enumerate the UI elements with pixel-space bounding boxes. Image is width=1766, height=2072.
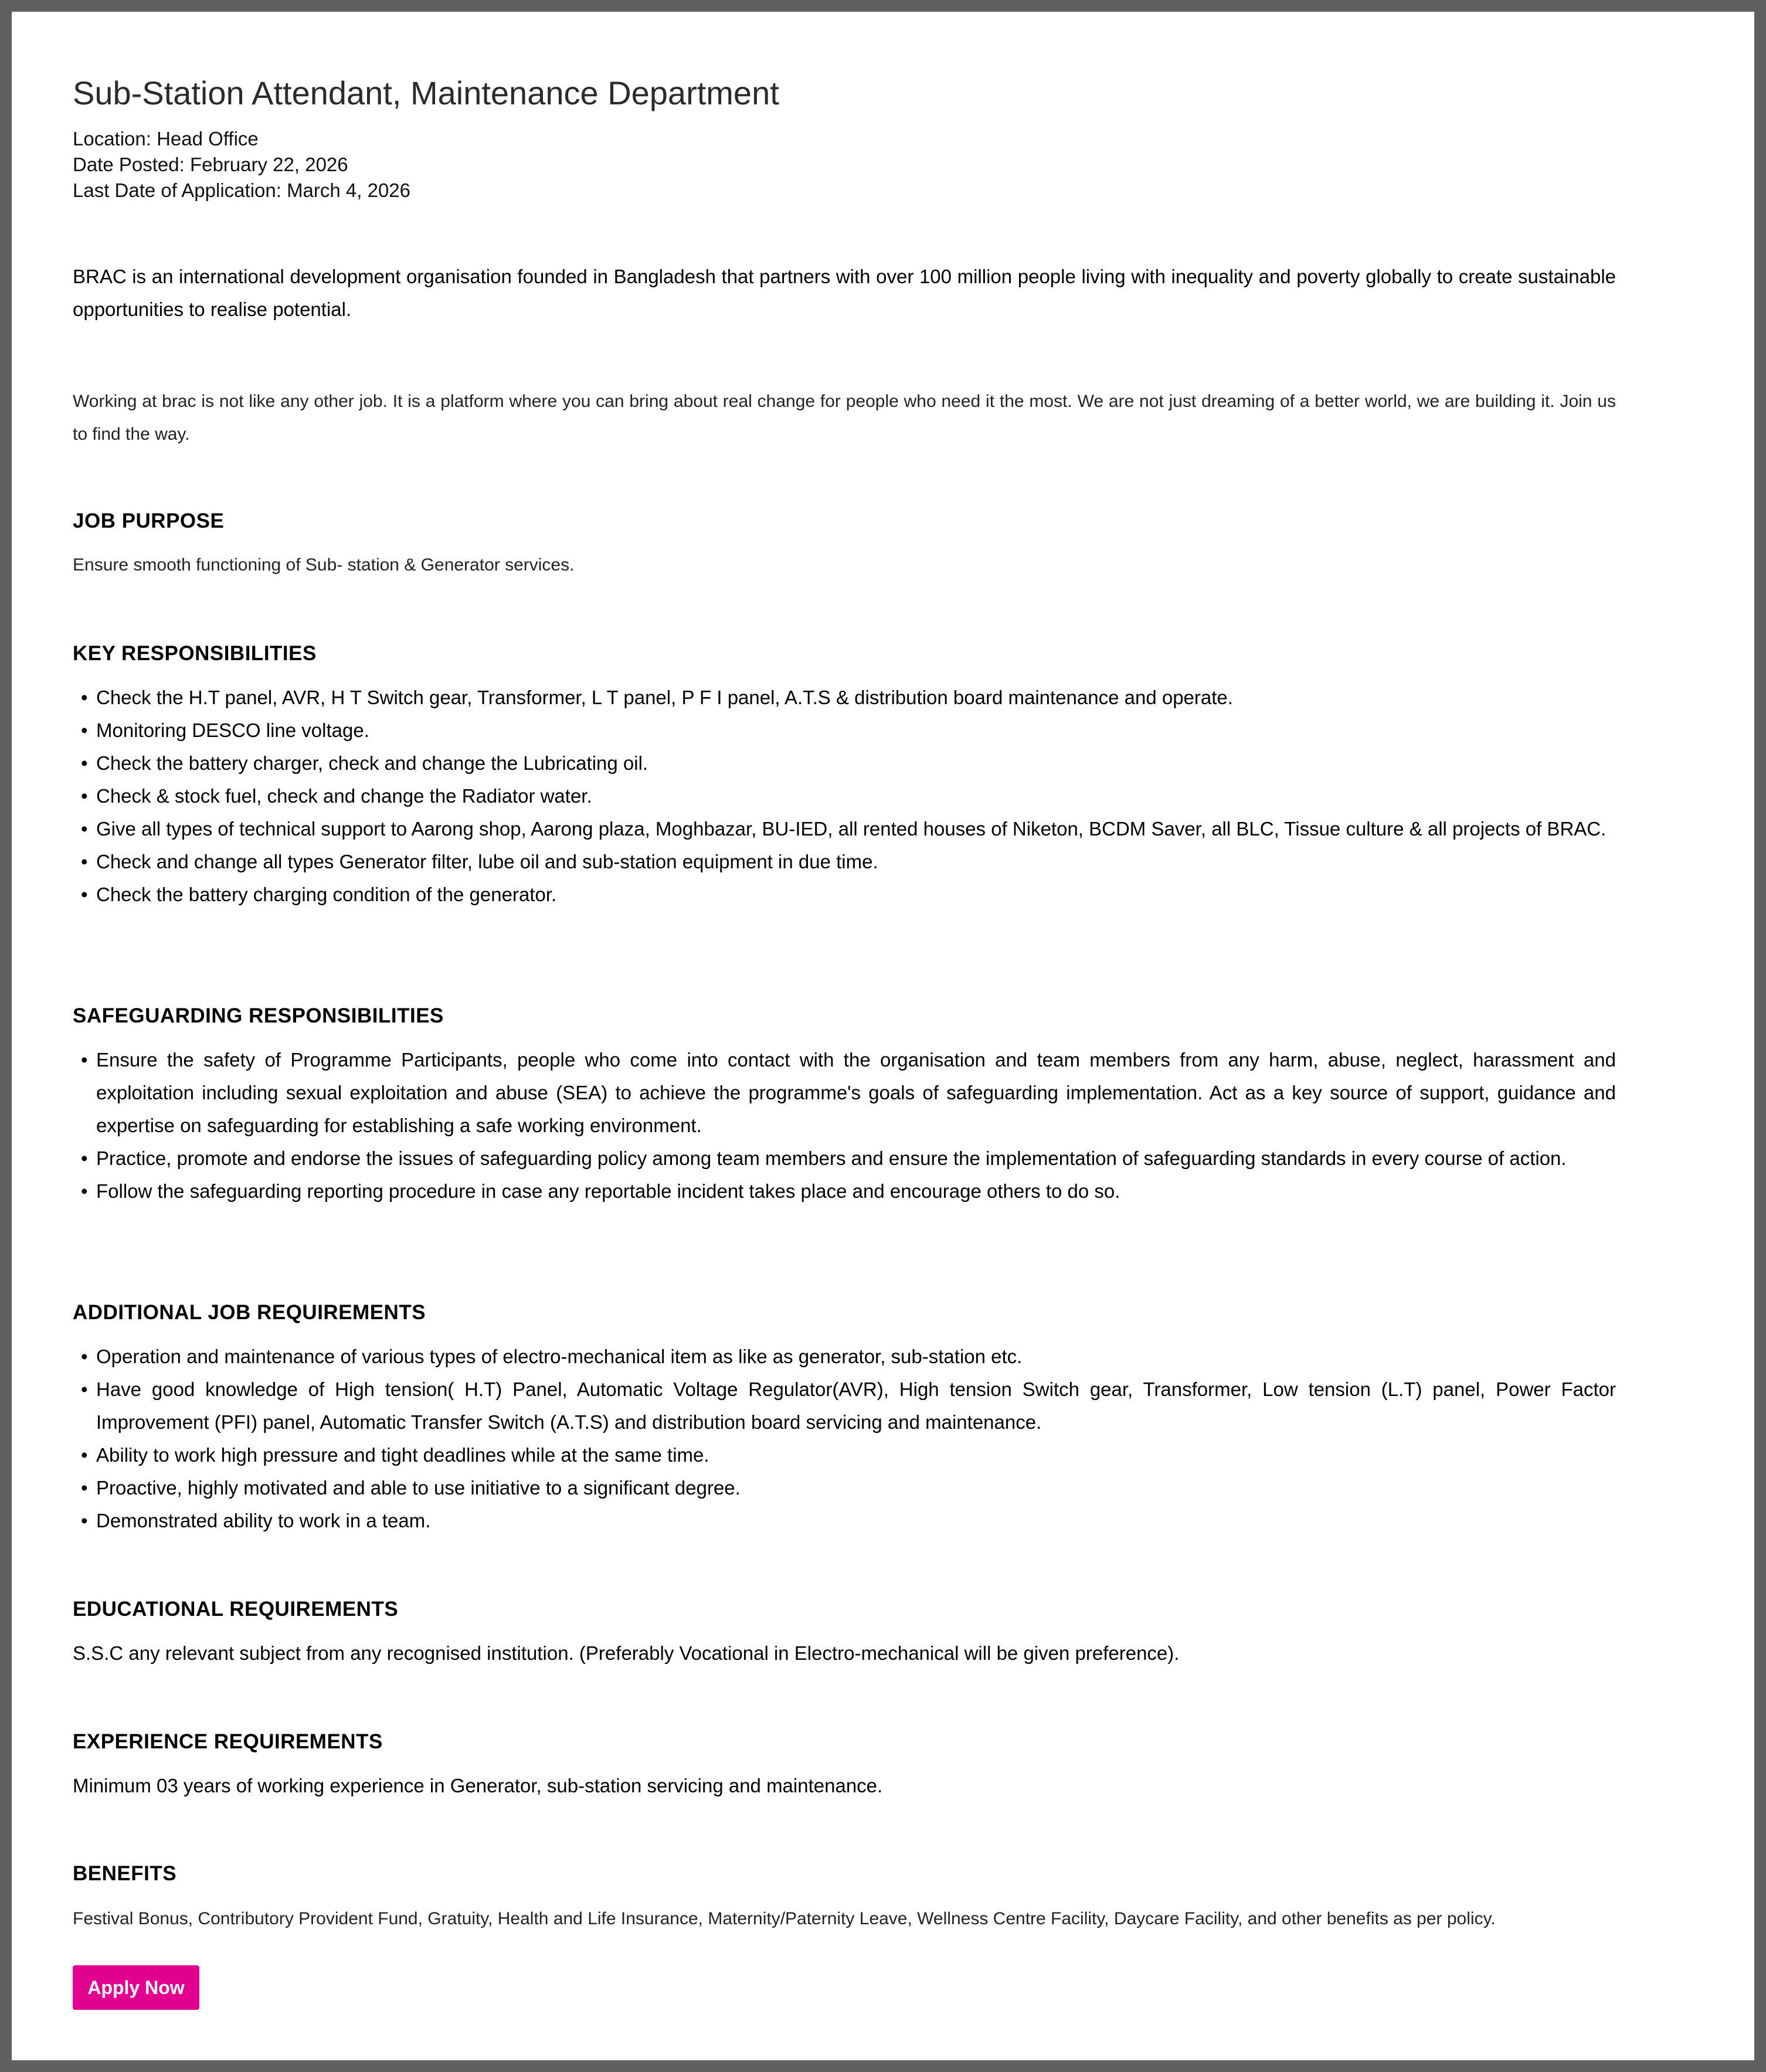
- list-item: • Ability to work high pressure and tight deadlines while at the same time.: [73, 1439, 1616, 1472]
- safeguarding-heading: SAFEGUARDING RESPONSIBILITIES: [73, 1004, 444, 1027]
- job-purpose-text: Ensure smooth functioning of Sub- station & Generator services.: [73, 555, 575, 575]
- experience-requirements-heading: EXPERIENCE REQUIREMENTS: [73, 1730, 383, 1753]
- page-title: Sub-Station Attendant, Maintenance Department: [73, 74, 779, 111]
- additional-requirements-list: [73, 1340, 1616, 1537]
- job-date-posted: Date Posted: February 22, 2026: [73, 154, 348, 175]
- list-item: • Check & stock fuel, check and change the Radiator water.: [73, 780, 1616, 813]
- job-location: Location: Head Office: [73, 128, 259, 150]
- key-responsibilities-list: [73, 681, 1616, 911]
- job-meta: [73, 126, 410, 203]
- apply-now-button[interactable]: Apply Now: [73, 1965, 199, 2010]
- list-item: • Proactive, highly motivated and able to use initiative to a significant degree.: [73, 1472, 1616, 1504]
- list-item: • Ensure the safety of Programme Participants, people who come into contact with the organisation and team members from any harm, abuse, neglect, harassment and exploitation including sexual exploitation and abuse (SEA) to achieve the programme's goals of safeguarding implementation. Act as a key source of support, guidance and expertise on safeguarding for establishing a safe working environment.: [73, 1044, 1616, 1142]
- list-item: • Check the battery charger, check and change the Lubricating oil.: [73, 747, 1616, 780]
- experience-requirements-text: Minimum 03 years of working experience in Generator, sub-station servicing and maintenance.: [73, 1775, 883, 1796]
- safeguarding-list: [73, 1044, 1616, 1208]
- job-last-date: Last Date of Application: March 4, 2026: [73, 179, 411, 201]
- list-item: • Follow the safeguarding reporting procedure in case any reportable incident takes place and encourage others to do so.: [73, 1175, 1616, 1208]
- list-item: • Have good knowledge of High tension( H.T) Panel, Automatic Voltage Regulator(AVR), High tension Switch gear, Transformer, Low tension (L.T) panel, Power Factor Improvement (PFI) panel, Automatic Transfer Switch (A.T.S) and distribution board servicing and maintenance.: [73, 1373, 1616, 1439]
- benefits-heading: BENEFITS: [73, 1862, 177, 1885]
- list-item: • Operation and maintenance of various types of electro-mechanical item as like as generator, sub-station etc.: [73, 1340, 1616, 1373]
- about-paragraph: BRAC is an international development organisation founded in Bangladesh that partners with over 100 million people living with inequality and poverty globally to create sustainable opportunities to realise potential.: [73, 266, 1616, 320]
- key-responsibilities-heading: KEY RESPONSIBILITIES: [73, 642, 317, 665]
- list-item: • Monitoring DESCO line voltage.: [73, 714, 1616, 747]
- list-item: • Check the battery charging condition of the generator.: [73, 878, 1616, 911]
- list-item: • Give all types of technical support to Aarong shop, Aarong plaza, Moghbazar, BU-IED, all rented houses of Niketon, BCDM Saver, all BLC, Tissue culture & all projects of BRAC.: [73, 813, 1616, 845]
- additional-requirements-heading: ADDITIONAL JOB REQUIREMENTS: [73, 1301, 426, 1324]
- list-item: • Check and change all types Generator filter, lube oil and sub-station equipment in due time.: [73, 845, 1616, 878]
- job-page: [12, 12, 1754, 2060]
- job-purpose-heading: JOB PURPOSE: [73, 509, 225, 532]
- educational-requirements-heading: EDUCATIONAL REQUIREMENTS: [73, 1598, 399, 1621]
- list-item: • Check the H.T panel, AVR, H T Switch gear, Transformer, L T panel, P F I panel, A.T.S & distribution board maintenance and operate.: [73, 681, 1616, 714]
- educational-requirements-text: S.S.C any relevant subject from any recognised institution. (Preferably Vocational in Electro-mechanical will be given preference).: [73, 1642, 1180, 1664]
- benefits-text: Festival Bonus, Contributory Provident Fund, Gratuity, Health and Life Insurance, Maternity/Paternity Leave, Wellness Centre Facility, Daycare Facility, and other benefits as per policy.: [73, 1909, 1496, 1928]
- list-item: • Practice, promote and endorse the issues of safeguarding policy among team members and ensure the implementation of safeguarding standards in every course of action.: [73, 1142, 1616, 1175]
- working-paragraph: Working at brac is not like any other job. It is a platform where you can bring about real change for people who need it the most. We are not just dreaming of a better world, we are building it. Join us to find the way.: [73, 392, 1616, 444]
- list-item: • Demonstrated ability to work in a team.: [73, 1504, 1616, 1537]
